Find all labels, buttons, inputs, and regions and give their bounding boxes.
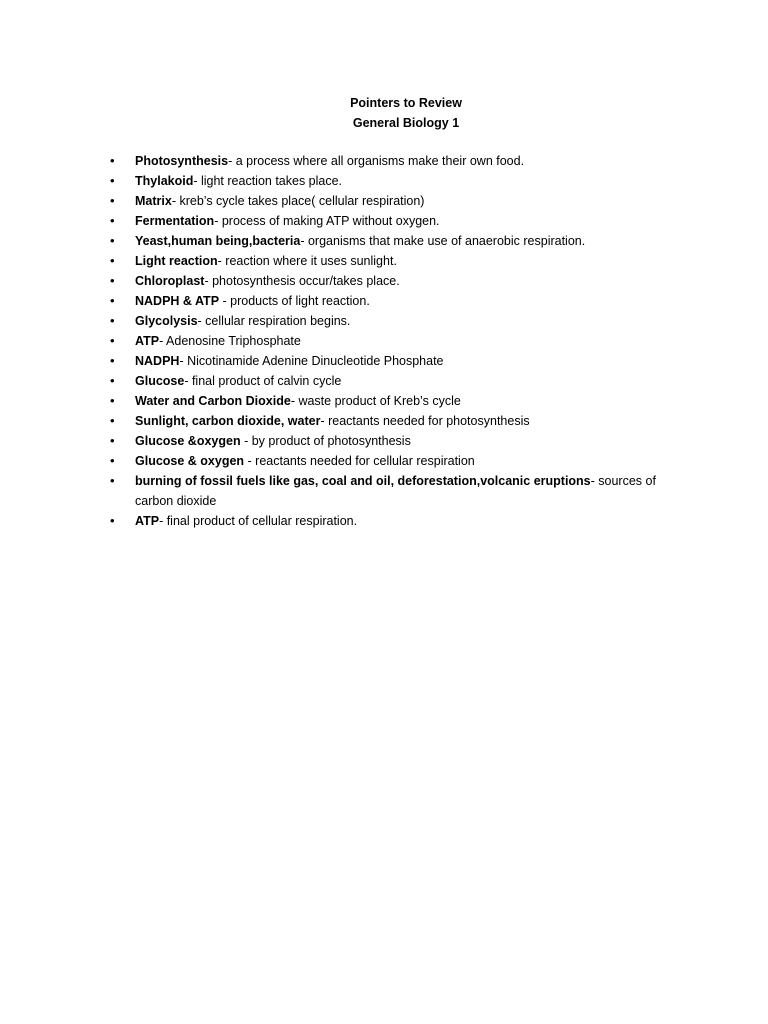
item-description: - kreb’s cycle takes place( cellular respiration) xyxy=(171,194,425,208)
list-item xyxy=(110,511,690,531)
bullet-icon: • xyxy=(110,313,115,328)
item-term: Glucose & oxygen xyxy=(135,454,245,468)
bullet-icon: • xyxy=(110,293,115,308)
item-description: - waste product of Kreb’s cycle xyxy=(290,394,461,408)
item-term: Matrix xyxy=(135,194,172,208)
item-description: - cellular respiration begins. xyxy=(197,314,351,328)
bullet-icon: • xyxy=(110,373,115,388)
item-description: - Nicotinamide Adenine Dinucleotide Phosphate xyxy=(179,354,444,368)
list-item xyxy=(110,231,690,251)
list-item xyxy=(110,431,690,451)
document-title: Pointers to Review xyxy=(350,96,462,110)
item-term: NADPH xyxy=(135,354,180,368)
list-item xyxy=(110,171,690,191)
item-description: - process of making ATP without oxygen. xyxy=(214,214,440,228)
item-term: Glucose xyxy=(135,374,185,388)
bullet-icon: • xyxy=(110,253,115,268)
bullet-icon: • xyxy=(110,273,115,288)
list-item xyxy=(110,371,690,391)
bullet-icon: • xyxy=(110,513,115,528)
list-item xyxy=(110,291,690,311)
item-term: ATP xyxy=(135,334,160,348)
list-item xyxy=(110,191,690,211)
list-item xyxy=(110,211,690,231)
bullet-icon: • xyxy=(110,153,115,168)
item-description: - a process where all organisms make their own food. xyxy=(228,154,525,168)
item-term: Photosynthesis xyxy=(135,154,229,168)
item-description: - products of light reaction. xyxy=(219,294,370,308)
item-term: Light reaction xyxy=(135,254,218,268)
item-term: ATP xyxy=(135,514,160,528)
item-term: Thylakoid xyxy=(135,174,194,188)
bullet-icon: • xyxy=(110,193,115,208)
item-term: Sunlight, carbon dioxide, water xyxy=(135,414,321,428)
item-term: Fermentation xyxy=(135,214,215,228)
bullet-icon: • xyxy=(110,233,115,248)
item-description: - by product of photosynthesis xyxy=(240,434,411,448)
item-description: - photosynthesis occur/takes place. xyxy=(204,274,400,288)
bullet-icon: • xyxy=(110,393,115,408)
document-subtitle: General Biology 1 xyxy=(352,116,460,130)
list-item xyxy=(110,471,690,511)
bullet-icon: • xyxy=(110,173,115,188)
bullet-icon: • xyxy=(110,353,115,368)
item-term: NADPH & ATP xyxy=(135,294,220,308)
list-item xyxy=(110,451,690,471)
list-item xyxy=(110,391,690,411)
list-item xyxy=(110,151,690,171)
item-term: Chloroplast xyxy=(135,274,205,288)
list-item xyxy=(110,351,690,371)
item-description: - sources of carbon dioxide xyxy=(135,474,656,508)
item-description: - final product of calvin cycle xyxy=(184,374,342,388)
list-item xyxy=(110,331,690,351)
item-term: Glucose &oxygen xyxy=(135,434,241,448)
item-term: Water and Carbon Dioxide xyxy=(135,394,291,408)
list-item xyxy=(110,411,690,431)
item-description: - reaction where it uses sunlight. xyxy=(217,254,397,268)
item-description: - organisms that make use of anaerobic respiration. xyxy=(300,234,586,248)
list-item xyxy=(110,271,690,291)
item-description: - Adenosine Triphosphate xyxy=(159,334,301,348)
list-item xyxy=(110,311,690,331)
title-block xyxy=(0,93,768,133)
bullet-icon: • xyxy=(110,453,115,468)
item-description: - reactants needed for photosynthesis xyxy=(320,414,530,428)
item-description: - light reaction takes place. xyxy=(193,174,343,188)
bullet-icon: • xyxy=(110,433,115,448)
list-item xyxy=(110,251,690,271)
bullet-icon: • xyxy=(110,413,115,428)
item-term: burning of fossil fuels like gas, coal and oil, deforestation,volcanic eruptions xyxy=(135,474,591,488)
item-term: Yeast,human being,bacteria xyxy=(135,234,301,248)
bullet-icon: • xyxy=(110,213,115,228)
bullet-icon: • xyxy=(110,473,115,488)
item-description: - final product of cellular respiration. xyxy=(159,514,358,528)
bullet-icon: • xyxy=(110,333,115,348)
pointer-list xyxy=(110,151,690,531)
item-description: - reactants needed for cellular respiration xyxy=(244,454,475,468)
item-term: Glycolysis xyxy=(135,314,198,328)
